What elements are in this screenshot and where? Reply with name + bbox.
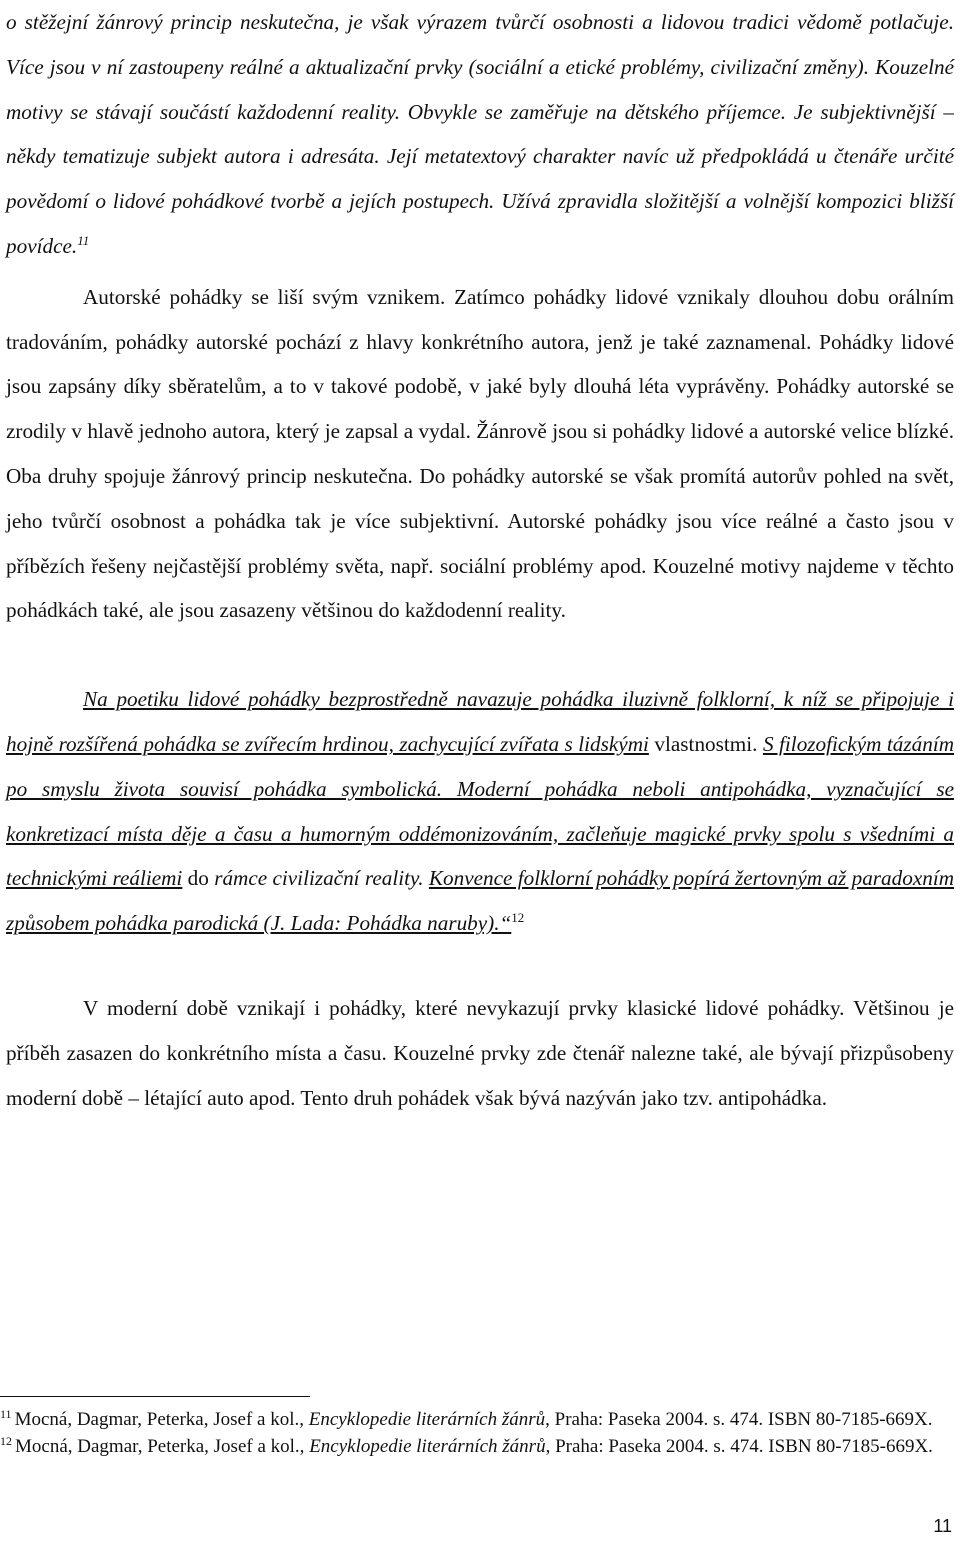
paragraph-genre-description <box>6 0 954 269</box>
footnote-reference-12: 12 <box>511 910 525 926</box>
footnote-title: Encyklopedie literárních žánrů <box>309 1436 546 1457</box>
footnote-details: , Praha: Paseka 2004. s. 474. ISBN 80-7185-669X. <box>545 1409 933 1430</box>
quote-text: vlastnostmi. <box>654 731 758 756</box>
paragraph-modern-fairytales: V moderní době vznikají i pohádky, které nevykazují prvky klasické lidové pohádky. Většinou je příběh zasazen do konkrétního místa a času. Kouzelné prvky zde čtenář nalezne také, ale bývají přizpůsobeny moderní době – létající auto apod. Tento druh pohádek však bývá nazýván jako tzv. antipohádka. <box>6 995 954 1110</box>
quote-text: Konvence folklorní pohádky popírá žertovným až paradoxním způsobem pohádka parodická (J. Lada: Pohádka naruby).“ <box>6 866 955 936</box>
document-page <box>6 0 954 1120</box>
footnote-12: $^{12}$ Mocná, Dagmar, Peterka, Josef a kol., Encyklopedie literárních žánrů, Praha: Paseka 2004. s. 474. ISBN 80-7185-669X. <box>0 1433 933 1457</box>
footnote-title: Encyklopedie literárních žánrů <box>308 1409 546 1430</box>
footnotes <box>0 1408 948 1462</box>
footnote-reference-11: 11 <box>77 232 90 248</box>
footnote-authors: Mocná, Dagmar, Peterka, Josef a kol., <box>14 1409 304 1430</box>
quote-text: S filozofickým tázáním po smyslu života souvisí pohádka symbolická. Moderní pohádka neboli antipohádka, vyznačující se konkretizací místa děje a času a humorným oddémonizováním, začleňuje magické prvky spolu s všedními a technickými reáliemi <box>6 731 955 891</box>
quote-text: do <box>187 866 209 891</box>
quote-text: rámce civilizační reality. <box>214 866 424 891</box>
footnote-details: , Praha: Paseka 2004. s. 474. ISBN 80-7185-669X. <box>545 1436 933 1457</box>
paragraph-fairytale-types <box>6 677 954 946</box>
paragraph-text: o stěžejní žánrový princip neskutečna, je však výrazem tvůrčí osobnosti a lidovou tradici vědomě potlačuje. Více jsou v ní zastoupeny reálné a aktualizační prvky (sociální a etické problémy, civilizační změny). Kouzelné motivy se stávají součástí každodenní reality. Obvykle se zaměřuje na dětského příjemce. Je subjektivnější – někdy tematizuje subjekt autora i adresáta. Její metatextový charakter navíc už předpokládá u čtenáře určité povědomí o lidové pohádkové tvorbě a jejích postupech. Užívá zpravidla složitější a volnější kompozici bližší povídce. <box>6 10 954 258</box>
paragraph-author-fairytales: Autorské pohádky se liší svým vznikem. Zatímco pohádky lidové vznikaly dlouhou dobu orálním tradováním, pohádky autorské pochází z hlavy konkrétního autora, jenž je také zaznamenal. Pohádky lidové jsou zapsány díky sběratelům, a to v takové podobě, v jaké byly dlouhá léta vyprávěny. Pohádky autorské se zrodily v hlavě jednoho autora, který je zapsal a vydal. Žánrově jsou si pohádky lidové a autorské velice blízké. Oba druhy spojuje žánrový princip neskutečna. Do pohádky autorské se však promítá autorův pohled na svět, jeho tvůrčí osobnost a pohádka tak je více subjektivní. Autorské pohádky jsou více reálné a často jsou v příbězích řešeny nejčastější problémy světa, např. sociální problémy apod. Kouzelné motivy najdeme v těchto pohádkách také, ale jsou zasazeny většinou do každodenní reality. <box>6 284 954 623</box>
page-number: 11 <box>933 1516 952 1536</box>
footnote-11: $^{11}$ Mocná, Dagmar, Peterka, Josef a kol., Encyklopedie literárních žánrů, Praha: Paseka 2004. s. 474. ISBN 80-7185-669X. <box>0 1406 933 1430</box>
footnote-separator <box>0 1396 310 1397</box>
quote-text: Na poetiku lidové pohádky bezprostředně navazuje pohádka iluzivně folklorní, k níž se připojuje i hojně rozšířená pohádka se zvířecím hrdinou, zachycující zvířata s lidskými <box>6 687 954 756</box>
footnote-authors: Mocná, Dagmar, Peterka, Josef a kol., <box>15 1436 305 1457</box>
